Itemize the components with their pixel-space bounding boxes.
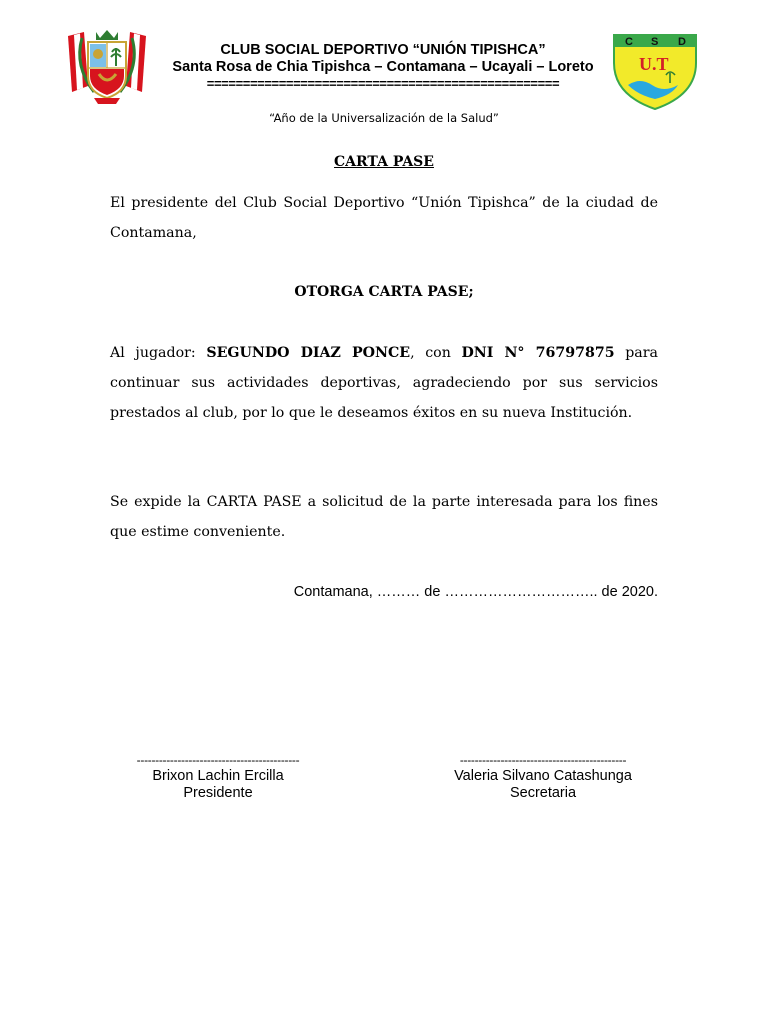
signer-role: Presidente [183,785,253,801]
place-date: Contamana, ……… de ………………………….. de 2020. [293,584,658,600]
player-mid: , con [410,345,462,361]
player-dni: DNI N° 76797875 [461,345,615,361]
player-name: SEGUNDO DIAZ PONCE [206,345,411,361]
issue-paragraph: Se expide la CARTA PASE a solicitud de la parte interesada para los fines que estime conveniente. [110,494,658,540]
signature-secretary [429,752,657,802]
signature-president [110,752,326,802]
signature-line: --------------------------------------------- [459,753,627,767]
document-title: CARTA PASE [334,154,434,170]
club-address: Santa Rosa de Chia Tipishca – Contamana – Ucayali – Loreto [172,59,594,75]
player-paragraph [110,338,658,428]
logo-letters-ut: U.T [639,54,669,74]
coat-of-arms-icon [64,26,150,108]
signer-name: Brixon Lachin Ercilla [152,768,284,784]
logo-letter-s: S [651,36,659,48]
logo-letter-d: D [678,36,686,48]
grant-statement: OTORGA CARTA PASE; [294,284,474,300]
player-prefix: Al jugador: [110,345,207,361]
year-motto: “Año de la Universalización de la Salud” [269,111,499,125]
header-rule: ================================================= [206,76,560,91]
signer-role: Secretaria [509,785,577,801]
signer-name: Valeria Silvano Catashunga [454,768,632,784]
logo-letter-c: C [625,36,633,48]
letterhead [148,42,618,91]
club-name: CLUB SOCIAL DEPORTIVO “UNIÓN TIPISHCA” [220,42,546,58]
club-logo-icon [612,33,698,111]
intro-paragraph: El presidente del Club Social Deportivo “Unión Tipishca” de la ciudad de Contamana, [110,195,658,241]
player-suffix: para continuar sus actividades deportivas, agradeciendo por sus servicios prestados al club, por lo que le deseamos éxitos en su nueva Institución. [110,345,658,421]
signature-line: -------------------------------------------- [136,753,300,767]
